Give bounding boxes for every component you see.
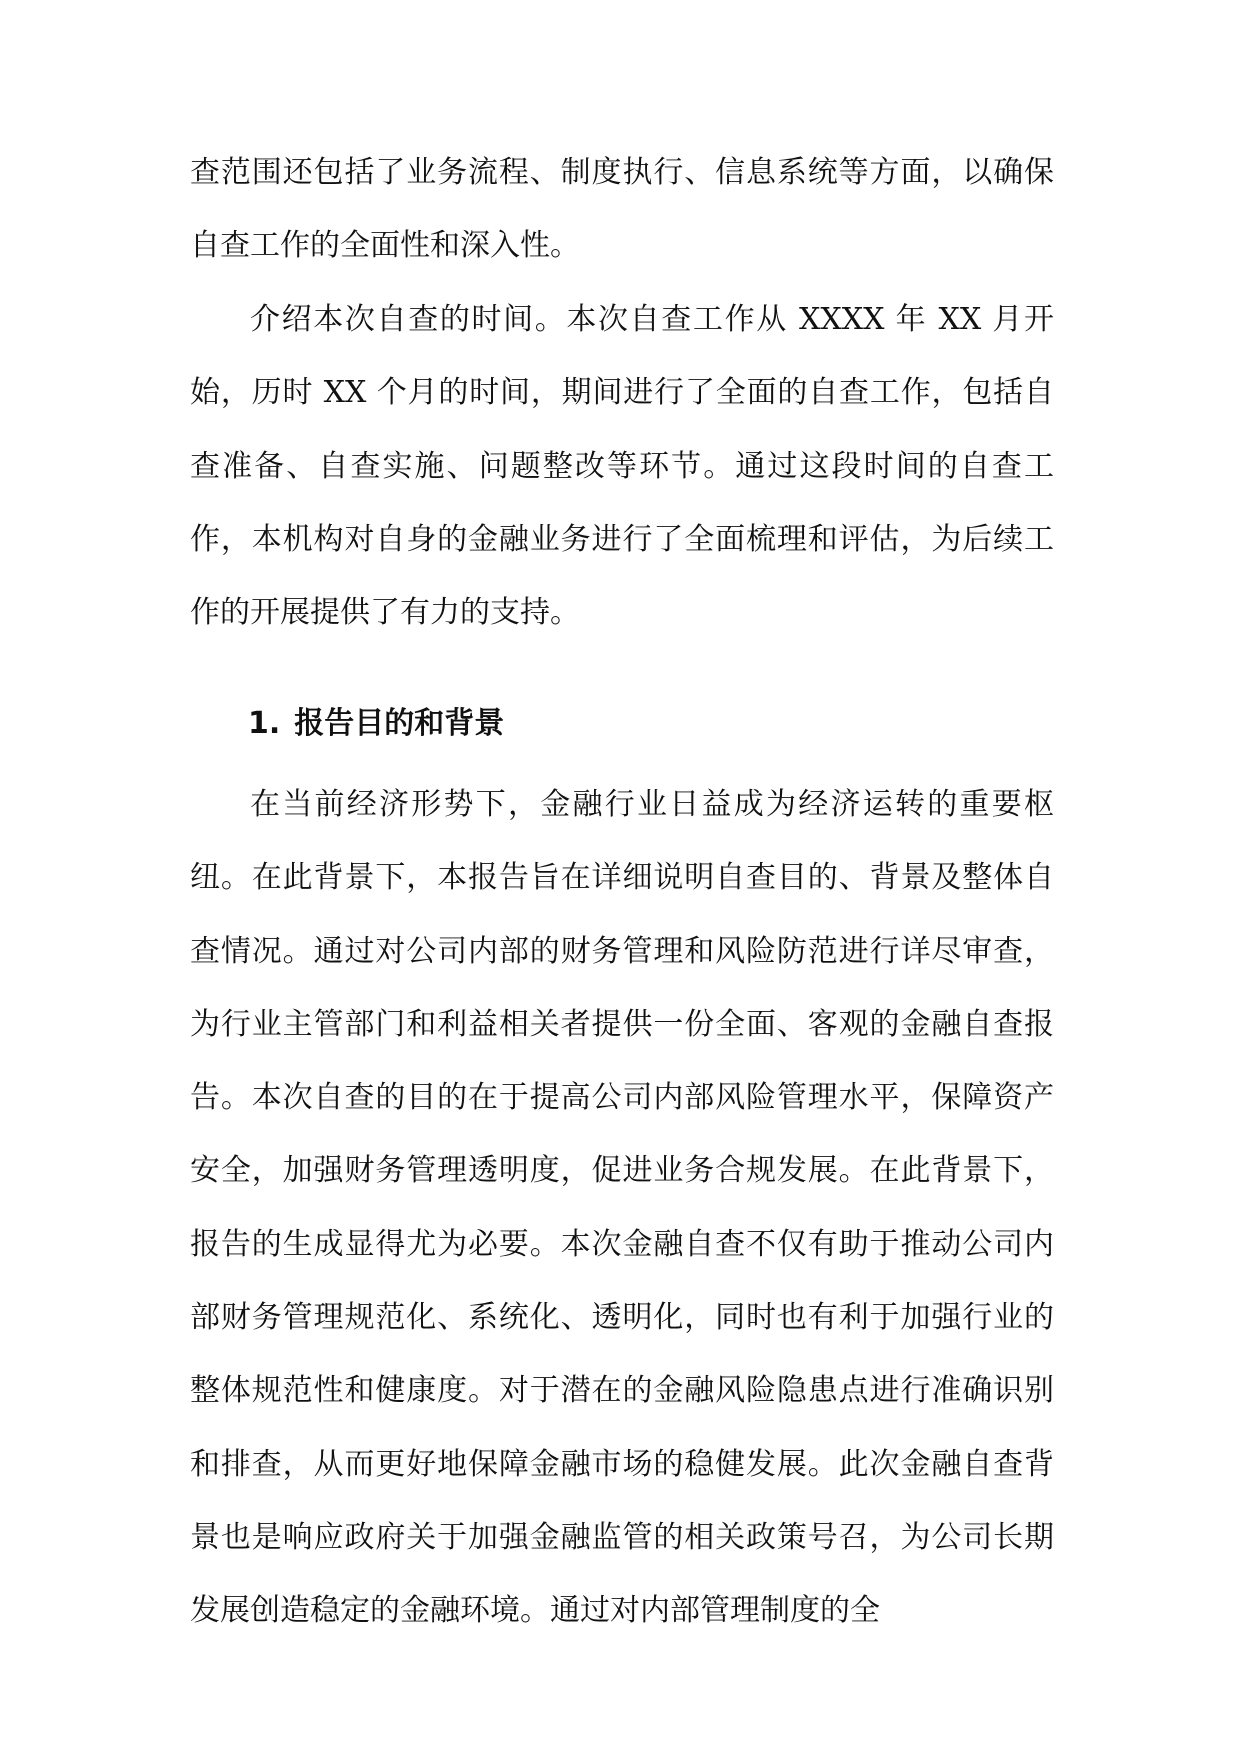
paragraph-inspection-time: 介绍本次自查的时间。本次自查工作从 XXXX 年 XX 月开始，历时 XX 个月的时间，期间进行了全面的自查工作，包括自查准备、自查实施、问题整改等环节。通过这段时间的自查工作，本机构对自身的金融业务进行了全面梳理和评估，为后续工作的开展提供了有力的支持。 — [190, 302, 1054, 631]
section-heading — [248, 704, 504, 744]
section-title: 报告目的和背景 — [294, 706, 505, 741]
paragraph-purpose-background: 在当前经济形势下，金融行业日益成为经济运转的重要枢纽。在此背景下，本报告旨在详细说明自查目的、背景及整体自查情况。通过对公司内部的财务管理和风险防范进行详尽审查，为行业主管部门和利益相关者提供一份全面、客观的金融自查报告。本次自查的目的在于提高公司内部风险管理水平，保障资产安全，加强财务管理透明度，促进业务合规发展。在此背景下，报告的生成显得尤为必要。本次金融自查不仅有助于推动公司内部财务管理规范化、系统化、透明化，同时也有利于加强行业的整体规范性和健康度。对于潜在的金融风险隐患点进行准确识别和排查，从而更好地保障金融市场的稳健发展。此次金融自查背景也是响应政府关于加强金融监管的相关政策号召，为公司长期发展创造稳定的金融环境。通过对内部管理制度的全 — [190, 787, 1054, 1629]
section-number: 1. — [248, 706, 281, 741]
paragraph-scope-continued: 查范围还包括了业务流程、制度执行、信息系统等方面，以确保自查工作的全面性和深入性。 — [190, 155, 1054, 264]
